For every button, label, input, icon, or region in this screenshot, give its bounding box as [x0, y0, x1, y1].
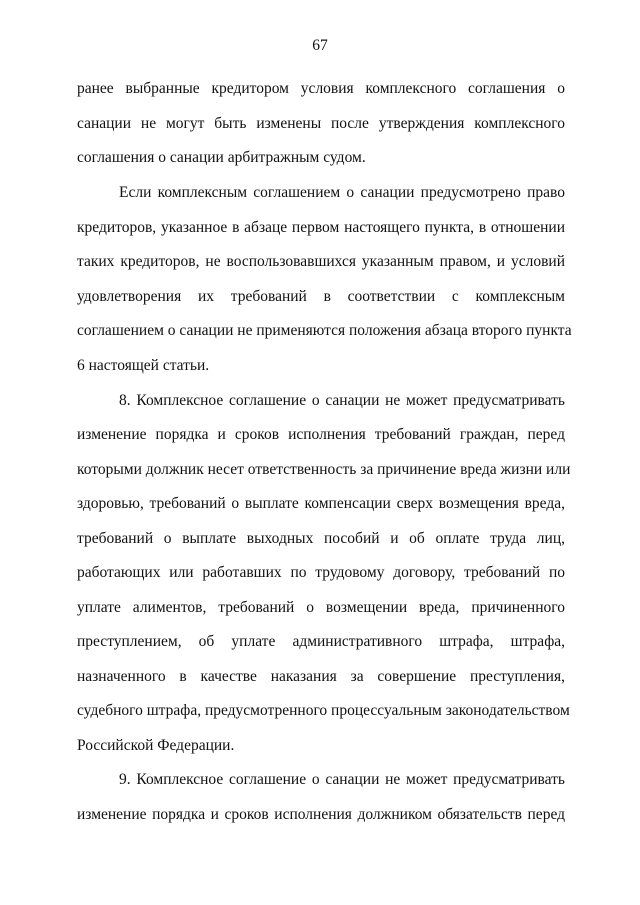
page-number: 67 [312, 37, 328, 54]
text-line: которыми должник несет ответственность за причинение вреда жизни или [77, 461, 571, 478]
text-line: 8. Комплексное соглашение о санации не может предусматривать [119, 392, 565, 409]
text-line: уплате алиментов, требований о возмещении вреда, причиненного [77, 599, 565, 616]
text-line: требований о выплате выходных пособий и об оплате труда лиц, [77, 530, 565, 547]
text-line: здоровью, требований о выплате компенсации сверх возмещения вреда, [77, 495, 565, 512]
text-line: судебного штрафа, предусмотренного процессуальным законодательством [77, 702, 570, 719]
text-line: кредиторов, указанное в абзаце первом настоящего пункта, в отношении [77, 219, 565, 236]
text-line: таких кредиторов, не воспользовавшихся указанным правом, и условий [77, 253, 565, 270]
text-line: удовлетворения их требований в соответствии с комплексным [77, 288, 565, 305]
text-line: Российской Федерации. [77, 737, 235, 754]
text-line: работающих или работавших по трудовому договору, требований по [77, 564, 565, 581]
text-line: 9. Комплексное соглашение о санации не может предусматривать [119, 771, 565, 788]
text-line: соглашения о санации арбитражным судом. [77, 149, 366, 166]
text-line: назначенного в качестве наказания за совершение преступления, [77, 668, 565, 685]
text-line: преступлением, об уплате административного штрафа, штрафа, [77, 633, 565, 650]
text-line: соглашением о санации не применяются положения абзаца второго пункта [77, 322, 572, 339]
text-line: Если комплексным соглашением о санации предусмотрено право [119, 184, 565, 201]
text-line: изменение порядка и сроков исполнения должником обязательств перед [77, 806, 565, 823]
text-line: изменение порядка и сроков исполнения требований граждан, перед [77, 426, 565, 443]
text-line: 6 настоящей статьи. [77, 357, 210, 374]
text-line: санации не могут быть изменены после утверждения комплексного [77, 115, 565, 132]
text-line: ранее выбранные кредитором условия комплексного соглашения о [77, 80, 565, 97]
